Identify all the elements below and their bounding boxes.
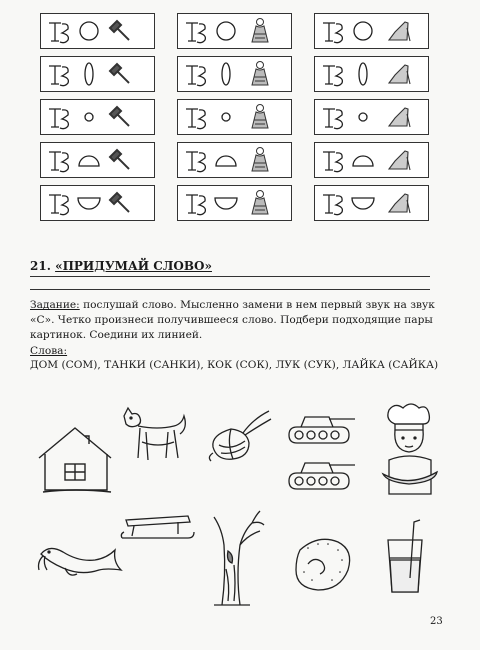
dome-shape	[353, 156, 373, 166]
dome-shape	[216, 156, 236, 166]
shoe-icon	[389, 65, 410, 84]
doll-icon	[252, 62, 268, 86]
hammer-letter-icon	[49, 195, 68, 215]
grid-cell	[314, 56, 429, 92]
hammer-letter-icon	[323, 23, 342, 43]
circle-shape	[80, 22, 98, 40]
exercise-heading	[30, 259, 212, 273]
answer-line	[30, 289, 430, 290]
grid-cell	[314, 13, 429, 49]
grid-cell	[314, 99, 429, 135]
hammer-letter-icon	[186, 109, 205, 129]
bun-picture	[288, 530, 358, 600]
words-label: Слова:	[30, 345, 68, 357]
hammer-letter-icon	[323, 109, 342, 129]
shoe-icon	[389, 151, 410, 170]
oval-shape	[359, 63, 367, 85]
grid-cell	[177, 185, 292, 221]
hammer-letter-icon	[323, 152, 342, 172]
circle-shape	[354, 22, 372, 40]
bowl-shape	[78, 198, 100, 209]
doll-icon	[252, 105, 268, 129]
hammer-letter-icon	[186, 195, 205, 215]
bowl-shape	[352, 198, 374, 209]
grid-cell	[40, 185, 155, 221]
shoe-icon	[389, 194, 410, 213]
cook-picture	[373, 402, 453, 497]
grid-cell	[314, 142, 429, 178]
catfish-picture	[35, 530, 125, 590]
oval-shape	[222, 63, 230, 85]
hammer-icon	[110, 64, 129, 83]
grid-cell	[314, 185, 429, 221]
grid-cell	[177, 142, 292, 178]
hammer-letter-icon	[186, 23, 205, 43]
onion-picture	[205, 405, 275, 465]
grid-cell	[40, 56, 155, 92]
exercise-title: «ПРИДУМАЙ СЛОВО»	[55, 259, 212, 273]
hammer-icon	[110, 150, 129, 169]
doll-icon	[252, 148, 268, 172]
task-label: Задание:	[30, 299, 80, 311]
doll-icon	[252, 19, 268, 43]
answer-line	[30, 276, 430, 277]
exercise-number: 21.	[30, 259, 51, 273]
hammer-icon	[110, 193, 129, 212]
shoe-icon	[389, 108, 410, 127]
task-paragraph	[30, 298, 435, 343]
grid-cell	[177, 56, 292, 92]
hammer-letter-icon	[323, 66, 342, 86]
hammer-letter-icon	[49, 23, 68, 43]
grid-cell	[177, 13, 292, 49]
hammer-icon	[110, 21, 129, 40]
hammer-letter-icon	[186, 66, 205, 86]
juice-picture	[380, 518, 440, 598]
bowl-shape	[215, 198, 237, 209]
doll-icon	[252, 191, 268, 215]
hammer-letter-icon	[49, 66, 68, 86]
tree-picture	[200, 505, 270, 610]
grid-cell	[40, 99, 155, 135]
grid-cell	[40, 13, 155, 49]
dog-picture	[118, 402, 193, 472]
house-picture	[35, 420, 115, 495]
dome-shape	[79, 156, 99, 166]
small-circle-shape	[85, 113, 93, 121]
small-circle-shape	[359, 113, 367, 121]
small-circle-shape	[222, 113, 230, 121]
hammer-letter-icon	[323, 195, 342, 215]
hammer-letter-icon	[49, 152, 68, 172]
hammer-letter-icon	[186, 152, 205, 172]
words-list: ДОМ (СОМ), ТАНКИ (САНКИ), КОК (СОК), ЛУК (СУК), ЛАЙКА (САЙКА)	[30, 359, 439, 371]
circle-shape	[217, 22, 235, 40]
tanks-picture	[283, 405, 363, 495]
page-number: 23	[430, 616, 443, 627]
grid-cell	[40, 142, 155, 178]
sled-picture	[118, 510, 198, 550]
hammer-letter-icon	[49, 109, 68, 129]
hammer-icon	[110, 107, 129, 126]
oval-shape	[85, 63, 93, 85]
shoe-icon	[389, 22, 410, 41]
grid-cell	[177, 99, 292, 135]
symbol-grid	[40, 13, 430, 228]
task-text: послушай слово. Мысленно замени в нем первый звук на звук «С». Четко произнеси получившееся слово. Подбери подходящие пары картинок. Соедини их линией.	[30, 299, 435, 341]
